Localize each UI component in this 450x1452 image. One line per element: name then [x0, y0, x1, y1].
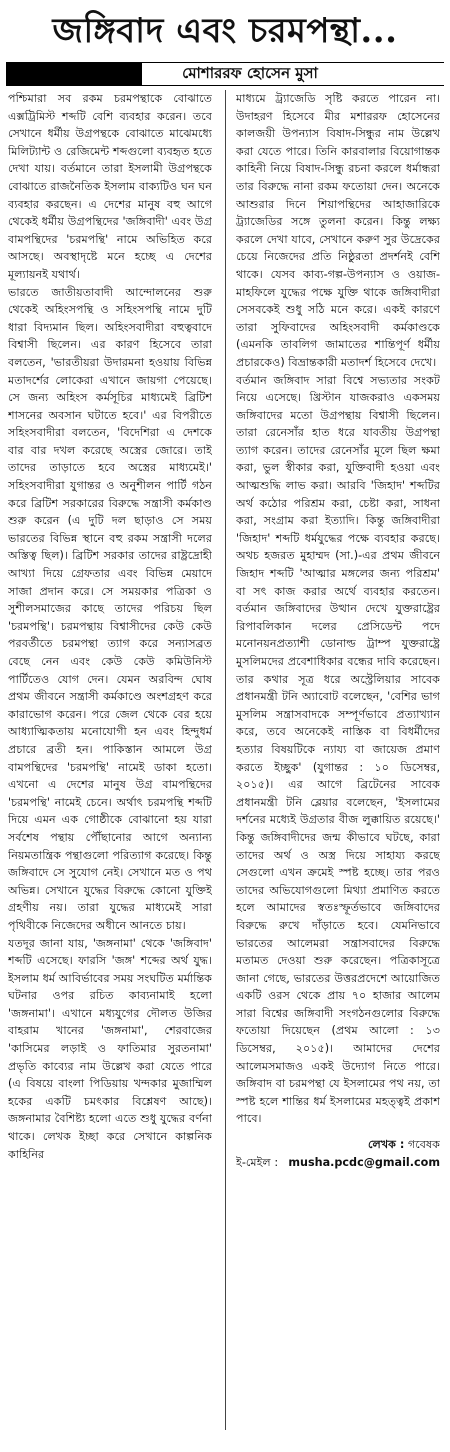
article-column-right: [236, 90, 440, 1430]
article-headline: জঙ্গিবাদ এবং চরমপন্থা...: [52, 11, 398, 51]
author-role: গবেষক: [407, 1138, 440, 1152]
author-name: মোশাররফ হোসেন মুসা: [182, 63, 318, 82]
article-column-left: [8, 90, 212, 1430]
byline-decorative-bar: [6, 63, 142, 85]
author-email-line: [236, 1154, 440, 1172]
paragraph: যতদূর জানা যায়, 'জঙ্গনামা' থেকে 'জঙ্গিবাদ' শব্দটি এসেছে। ফারসি 'জঙ্গ' শব্দের অর্থ যুদ্ধ। ইসলাম ধর্ম আবির্ভাবের সময় সংঘটিত মর্মান্তিক ঘটনার ওপর রচিত কাব্যনামাই হলো 'জঙ্গনামা'। এখানে মধ্যযুগের দৌলত উজির বাহরাম খানের 'জঙ্গনামা', শেরবাজের 'কাসিমের লড়াই ও ফাতিমার সুরতনামা' প্রভৃতি কাব্যের নাম উল্লেখ করা যেতে পারে (এ বিষয়ে বাংলা পিডিয়ায় খন্দকার মুজাম্মিল হকের একটি চমৎকার বিশ্লেষণ আছে)। জঙ্গনামার বৈশিষ্ট্য হলো এতে শুধু যুদ্ধের বর্ণনা থাকে। লেখক ইচ্ছা করে সেখানে কাল্পনিক কাহিনির: [8, 936, 212, 1161]
author-footer: [236, 1136, 440, 1172]
author-role-label: লেখক :: [367, 1138, 405, 1152]
byline-bar: [6, 62, 444, 86]
paragraph: বর্তমান জঙ্গিবাদ সারা বিশ্বে সভ্যতার সংকট নিয়ে এসেছে। খ্রিস্টান যাজকরাও একসময় জঙ্গিবাদের মতো উগ্রপন্থায় বিশ্বাসী ছিলেন। তারা রেনেসাঁর হাত ধরে যাবতীয় উগ্রপন্থা ত্যাগ করেন। তাদের রেনেসাঁর মূলে ছিল ক্ষমা করা, ভুল স্বীকার করা, যুক্তিবাদী হওয়া এবং আত্মশুদ্ধি লাভ করা। আরবি 'জিহাদ' শব্দটির অর্থ কঠোর পরিশ্রম করা, চেষ্টা করা, সাধনা করা, সংগ্রাম করা ইত্যাদি। কিন্তু জঙ্গিবাদীরা 'জিহাদ' শব্দটি ধর্মযুদ্ধের পক্ষে ব্যবহার করছে। অথচ হজরত মুহাম্মদ (সা.)-এর প্রথম জীবনে জিহাদ শব্দটি 'আত্মার মঙ্গলের জন্য পরিশ্রম' বা সৎ কাজ করার অর্থে ব্যবহার করতেন। বর্তমান জঙ্গিবাদের উত্থান দেখে যুক্তরাষ্ট্রের রিপাবলিকান দলের প্রেসিডেন্ট পদে মনোনয়নপ্রত্যাশী ডোনাল্ড ট্রাম্প যুক্তরাষ্ট্রে মুসলিমদের প্রবেশাধিকার বন্ধের দাবি করেছেন। তার কথার সূত্র ধরে অস্ট্রেলিয়ার সাবেক প্রধানমন্ত্রী টনি অ্যাবোট বলেছেন, 'বেশির ভাগ মুসলিম সন্ত্রাসবাদকে সম্পূর্ণভাবে প্রত্যাখ্যান করে, তবে অনেকেই নাস্তিক বা বিধর্মীদের হত্যার বিষয়টিকে ন্যায্য বা জায়েজ প্রমাণ করতে ইচ্ছুক' (যুগান্তর : ১০ ডিসেম্বর, ২০১৫)। এর আগে ব্রিটেনের সাবেক প্রধানমন্ত্রী টনি ব্লেয়ার বলেছেন, 'ইসলামের দর্শনের মধ্যেই উগ্রতার বীজ লুক্কায়িত রয়েছে।' কিন্তু জঙ্গিবাদীদের জন্ম কীভাবে ঘটছে, কারা তাদের অর্থ ও অস্ত্র দিয়ে সাহায্য করছে সেগুলো এখন ক্রমেই স্পষ্ট হচ্ছে। তার পরও তাদের অভিযোগগুলো মিথ্যা প্রমাণিত করতে হলে আমাদের স্বতঃস্ফূর্তভাবে জঙ্গিবাদের বিরুদ্ধে রুখে দাঁড়াতে হবে। যেমনিভাবে ভারতের আলেমরা সন্ত্রাসবাদের বিরুদ্ধে মতামত দেওয়া শুরু করেছেন। পত্রিকাসূত্রে জানা গেছে, ভারতের উত্তরপ্রদেশে আয়োজিত একটি ওরস থেকে প্রায় ৭০ হাজার আলেম সারা বিশ্বের জঙ্গিবাদী সংগঠনগুলোর বিরুদ্ধে ফতোয়া দিয়েছেন (প্রথম আলো : ১৩ ডিসেম্বর, ২০১৫)। আমাদের দেশের আলেমসমাজও একই উদ্যোগ নিতে পারে। জঙ্গিবাদ বা চরমপন্থা যে ইসলামের পথ নয়, তা স্পষ্ট হলে শান্তির ধর্ম ইসলামের মহত্ত্বই প্রকাশ পাবে।: [236, 373, 440, 1126]
author-email: musha.pcdc@gmail.com: [288, 1156, 440, 1170]
paragraph: ভারতে জাতীয়তাবাদী আন্দোলনের শুরু থেকেই অহিংসপন্থি ও সহিংসপন্থি নামে দুটি ধারা বিদ্যমান ছিল। অহিংসবাদীরা বহুত্ববাদে বিশ্বাসী ছিলেন। এর কারণ হিসেবে তারা বলতেন, 'ভারতীয়রা উদারমনা হওয়ায় বিভিন্ন মতাদর্শের লোকেরা এখানে জায়গা পেয়েছে। সে জন্য অহিংস কর্মসূচির মাধ্যমেই ব্রিটিশ শাসনের অবসান ঘটাতে হবে।' এর বিপরীতে সহিংসবাদীরা বলতেন, 'বিদেশিরা এ দেশকে বার বার দখল করেছে অস্ত্রের জোরে। তাই তাদের তাড়াতে হবে অস্ত্রের মাধ্যমেই।' সহিংসবাদীরা যুগান্তর ও অনুশীলন পার্টি গঠন করে ব্রিটিশ সরকারের বিরুদ্ধে সন্ত্রাসী কর্মকাণ্ড শুরু করেন (এ দুটি দল ছাড়াও সে সময় ভারতের বিভিন্ন স্থানে বহু রকম সন্ত্রাসী দলের অস্তিত্ব ছিল)। ব্রিটিশ সরকার তাদের রাষ্ট্রদ্রোহী আখ্যা দিয়ে গ্রেফতার এবং বিভিন্ন মেয়াদে সাজা প্রদান করে। সে সময়কার পত্রিকা ও সুশীলসমাজের কাছে তাদের পরিচয় ছিল 'চরমপন্থি'। চরমপন্থায় বিশ্বাসীদের কেউ কেউ পরবর্তীতে চরমপন্থা ত্যাগ করে সন্যাসব্রত বেছে নেন এবং কেউ কেউ কমিউনিস্ট পার্টিতেও যোগ দেন। যেমন অরবিন্দ ঘোষ প্রথম জীবনে সন্ত্রাসী কর্মকাণ্ডে অংশগ্রহণ করে কারাভোগ করেন। পরে জেল থেকে বের হয়ে আধ্যাত্মিকতায় মনোযোগী হন এবং হিন্দুধর্ম প্রচারে ব্রতী হন। পাকিস্তান আমলে উগ্র বামপন্থিদের 'চরমপন্থি' নামেই ডাকা হতো। এখনো এ দেশের মানুষ উগ্র বামপন্থিদের 'চরমপন্থি' নামেই চেনে। অর্থাৎ চরমপন্থি শব্দটি দিয়ে এমন এক গোষ্ঠীকে বোঝানো হয় যারা সর্বশেষ পন্থায় পৌঁছানোর আগে অন্যান্য নিয়মতান্ত্রিক পন্থাগুলো পরিত্যাগ করেছে। কিন্তু জঙ্গিবাদে সে সুযোগ নেই। সেখানে মত ও পথ অভিন্ন। সেখানে যুদ্ধের বিরুদ্ধে কোনো যুক্তিই গ্রহণীয় নয়। তারা যুদ্ধের মাধ্যমেই সারা পৃথিবীকে নিজেদের অধীনে আনতে চায়।: [8, 285, 212, 932]
column-divider: [225, 90, 226, 1430]
paragraph: মাধ্যমে ট্র্যাজেডি সৃষ্টি করতে পারেন না। উদাহরণ হিসেবে মীর মশাররফ হোসেনের কালজয়ী উপন্যাস বিষাদ-সিন্ধুর নাম উল্লেখ করা যেতে পারে। তিনি কারবালার বিয়োগান্তক কাহিনী নিয়ে বিষাদ-সিন্ধু রচনা করলে ধর্মান্ধরা তার বিরুদ্ধে নানা রকম ফতোয়া দেন। অনেকে আশুরার দিনে শিয়াপন্থিদের আহাজারিকে ট্র্যাজেডির সঙ্গে তুলনা করেন। কিন্তু লক্ষ্য করলে দেখা যাবে, সেখানে করুণ সুর উদ্রেকের চেয়ে নিজেদের প্রতি নিষ্ঠুরতা প্রদর্শনই বেশি থাকে। যেসব কাব্য-গল্প-উপন্যাস ও ওয়াজ-মাহফিলে যুদ্ধের পক্ষে যুক্তি থাকে জঙ্গিবাদীরা সেসবকেই শুধু সঠি মনে করে। একই কারণে তারা সুফিবাদের অহিংসবাদী কর্মকাণ্ডকে (এমনকি তাবলিগ জামাতের শান্তিপূর্ণ ধর্মীয় প্রচারকেও) বিভ্রান্তকারী মতাদর্শ হিসেবে দেখে।: [236, 92, 440, 369]
author-role-line: [236, 1136, 440, 1154]
email-label: ই-মেইল :: [236, 1156, 279, 1170]
paragraph: পশ্চিমারা সব রকম চরমপন্থাকে বোঝাতে এক্সট্রিমিস্ট শব্দটি বেশি ব্যবহার করেন। তবে সেখানে ধর্মীয় উগ্রপন্থকে বোঝাতে মাঝেমধ্যে মিলিট্যান্ট ও রেজিমেন্ট শব্দগুলো ব্যবহৃত হতে দেখা যায়। বর্তমানে তারা ইসলামী উগ্রপন্থকে বোঝাতে রাজনৈতিক ইসলাম বাক্যটিও ঘন ঘন ব্যবহার করছেন। এ দেশের মানুষ বহু আগে থেকেই ধর্মীয় উগ্রপন্থিদের 'জঙ্গিবাদী' এবং উগ্র বামপন্থিদের 'চরমপন্থি' নামে অভিহিত করে আসছে। অবস্থাদৃষ্টে মনে হচ্ছে এ দেশের মূল্যায়নই যথার্থ।: [8, 92, 212, 281]
